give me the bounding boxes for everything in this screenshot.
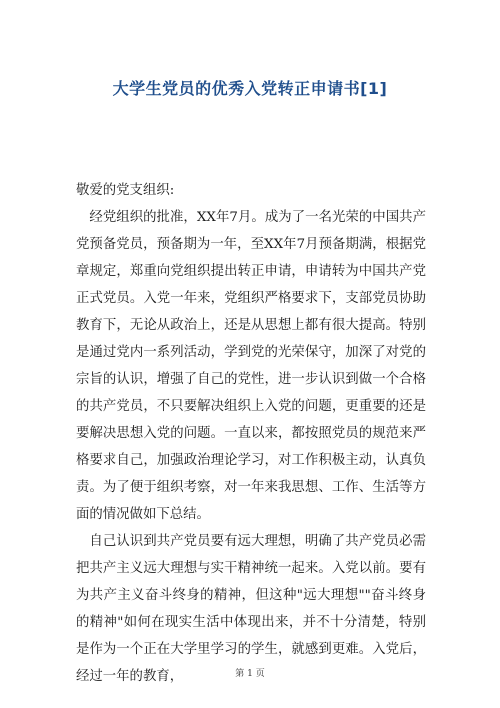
- salutation: 敬爱的党支组织:: [76, 183, 175, 198]
- paragraph-2: 自己认识到共产党员要有远大理想，明确了共产党员必需把共产主义远大理想与实干精神统一起来。入党以前。要有为共产主义奋斗终身的精神，但这种"远大理想""奋斗终身的精神"如何在现实生活中体现出来，并不十分清楚，特别是作为一个正在大学里学习的学生，就感到更难。入党后，经过一年的教育，: [76, 534, 426, 684]
- page-number: 第 1 页: [235, 669, 265, 679]
- document-body: [76, 177, 426, 690]
- document-title: 大学生党员的优秀入党转正申请书[1]: [112, 79, 388, 98]
- paragraph-1: 经党组织的批准，XX年7月。成为了一名光荣的中国共产党预备党员，预备期为一年，至XX年7月预备期满，根据党章规定，郑重向党组织提出转正申请，申请转为中国共产党正式党员。入党一年来，党组织严格要求下，支部党员协助教育下，无论从政治上，还是从思想上都有很大提高。特别是通过党内一系列活动，学到党的光荣保守，加深了对党的宗旨的认识，增强了自己的党性，进一步认识到做一个合格的共产党员，不只要解决组织上入党的问题，更重要的还是要解决思想入党的问题。一直以来，都按照党员的规范来严格要求自己，加强政治理论学习，对工作积极主动，认真负责。为了便于组织考察，对一年来我思想、工作、生活等方面的情况做如下总结。: [76, 210, 426, 522]
